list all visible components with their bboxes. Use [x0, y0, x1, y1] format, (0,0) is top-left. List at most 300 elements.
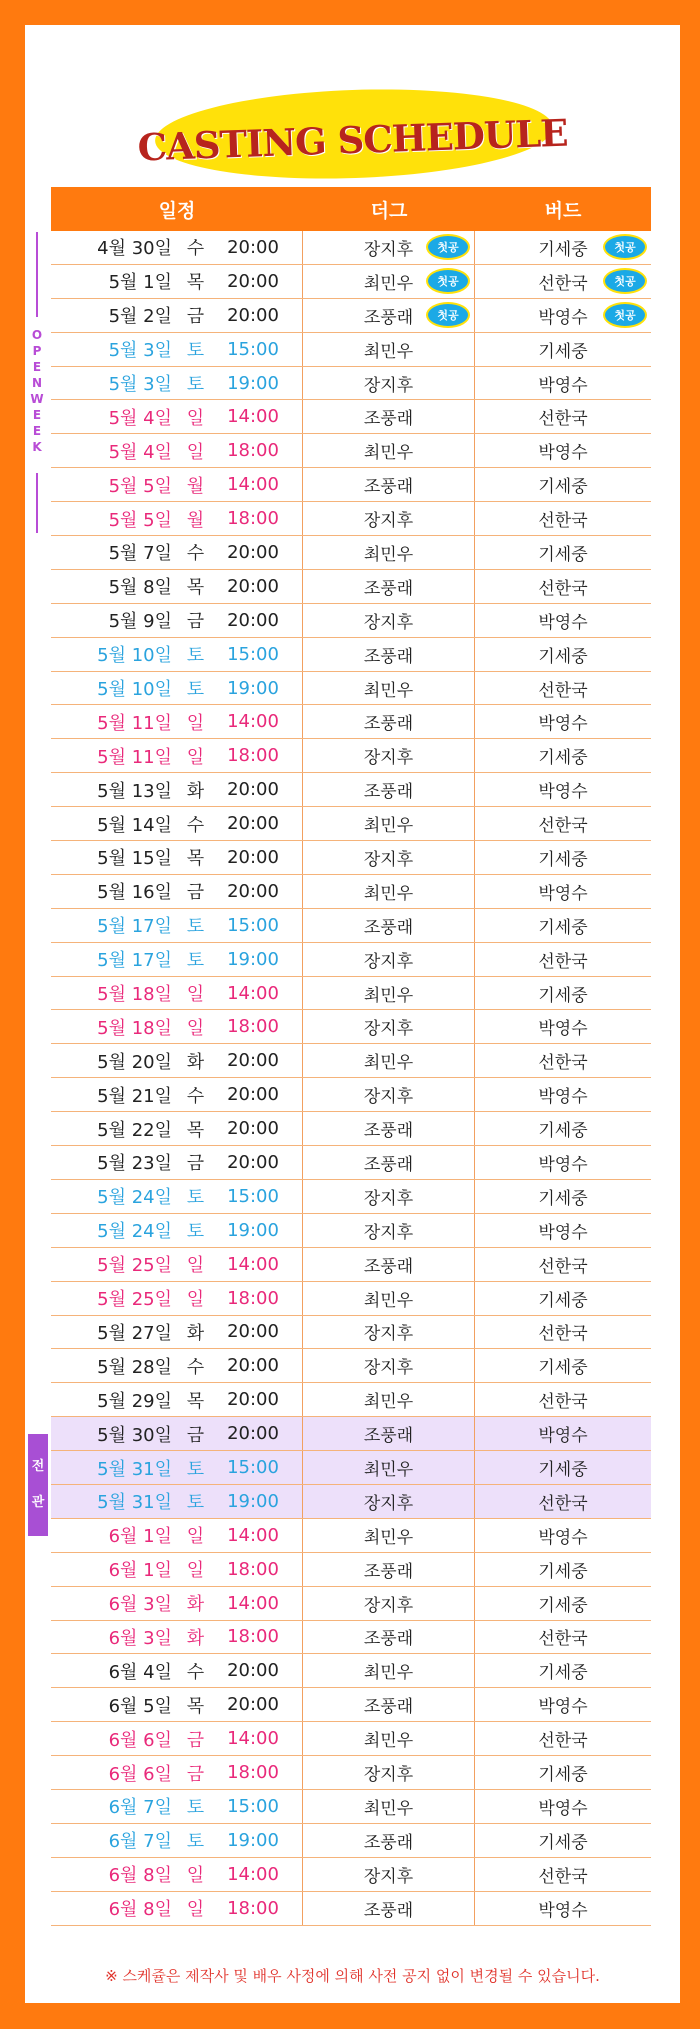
row-time: 20:00 — [227, 575, 279, 597]
bird-cell — [475, 1316, 651, 1349]
bird-actor-name: 기세중 — [538, 1663, 588, 1684]
bird-cell — [475, 604, 651, 637]
bird-cell — [475, 1892, 651, 1925]
doug-actor-name: 최민우 — [363, 1053, 414, 1074]
table-row — [51, 1010, 651, 1044]
table-row — [51, 1112, 651, 1146]
bird-cell — [475, 1078, 651, 1111]
row-date: 5월 1일 — [108, 272, 172, 294]
row-time: 20:00 — [227, 609, 279, 631]
row-date: 5월 10일 — [97, 679, 172, 701]
bird-cell — [475, 672, 651, 705]
row-day: 화 — [186, 1051, 205, 1073]
row-date: 5월 25일 — [97, 1289, 172, 1311]
table-row — [51, 1621, 651, 1655]
table-row — [51, 638, 651, 672]
row-date: 5월 20일 — [97, 1051, 172, 1073]
bird-cell — [475, 1553, 651, 1586]
table-row — [51, 909, 651, 943]
doug-actor-name: 최민우 — [363, 1527, 414, 1548]
openweek-letter: N — [31, 376, 43, 390]
row-day: 일 — [186, 1255, 205, 1277]
date-cell — [51, 909, 303, 942]
row-day: 수 — [186, 543, 205, 565]
doug-cell — [303, 536, 475, 569]
doug-actor-name: 최민우 — [363, 883, 414, 904]
bird-cell — [475, 1180, 651, 1213]
row-day: 토 — [186, 1831, 205, 1853]
openweek-letter: O — [31, 328, 43, 342]
date-cell — [51, 1112, 303, 1145]
openweek-letter: E — [32, 424, 42, 438]
row-time: 18:00 — [227, 745, 279, 767]
row-time: 19:00 — [227, 1219, 279, 1241]
bird-cell — [475, 1587, 651, 1620]
row-day: 일 — [186, 712, 205, 734]
doug-cell — [303, 265, 475, 298]
table-row — [51, 400, 651, 434]
row-date: 5월 28일 — [97, 1356, 172, 1378]
row-date: 5월 15일 — [97, 848, 172, 870]
doug-actor-name: 최민우 — [363, 1290, 414, 1311]
row-day: 금 — [186, 1424, 205, 1446]
bird-actor-name: 기세중 — [538, 1188, 588, 1209]
bird-cell — [475, 1248, 651, 1281]
table-row — [51, 1858, 651, 1892]
bird-cell — [475, 1722, 651, 1755]
date-cell — [51, 536, 303, 569]
row-date: 5월 30일 — [97, 1424, 172, 1446]
bird-cell — [475, 1417, 651, 1450]
doug-cell — [303, 1451, 475, 1484]
table-row — [51, 1688, 651, 1722]
doug-cell — [303, 1688, 475, 1721]
table-row — [51, 231, 651, 265]
row-day: 토 — [186, 1187, 205, 1209]
doug-cell — [303, 1010, 475, 1043]
table-row — [51, 1451, 651, 1485]
date-cell — [51, 468, 303, 501]
bird-actor-name: 박영수 — [538, 1154, 588, 1175]
row-date: 5월 3일 — [108, 340, 172, 362]
row-date: 5월 8일 — [108, 577, 172, 599]
date-cell — [51, 1316, 303, 1349]
bird-actor-name: 박영수 — [538, 307, 588, 328]
row-time: 15:00 — [227, 643, 279, 665]
doug-actor-name: 최민우 — [363, 985, 414, 1006]
bird-cell — [475, 1654, 651, 1687]
bird-cell — [475, 909, 651, 942]
openweek-label — [27, 327, 47, 455]
date-cell — [51, 333, 303, 366]
doug-actor-name: 조풍래 — [363, 1561, 414, 1582]
table-row — [51, 1383, 651, 1417]
bird-actor-name: 기세중 — [538, 477, 588, 498]
doug-cell — [303, 1824, 475, 1857]
table-row — [51, 1417, 651, 1451]
doug-actor-name: 조풍래 — [363, 307, 414, 328]
doug-cell — [303, 468, 475, 501]
row-day: 일 — [186, 1560, 205, 1582]
bird-cell — [475, 1383, 651, 1416]
bird-actor-name: 선한국 — [538, 1324, 588, 1345]
date-cell — [51, 1519, 303, 1552]
doug-cell — [303, 367, 475, 400]
bird-cell — [475, 977, 651, 1010]
bird-cell — [475, 1349, 651, 1382]
date-cell — [51, 1078, 303, 1111]
row-time: 18:00 — [227, 1897, 279, 1919]
bird-actor-name: 선한국 — [538, 273, 588, 294]
row-day: 토 — [186, 1221, 205, 1243]
first-show-badge: 첫공 — [603, 234, 647, 260]
date-cell — [51, 1553, 303, 1586]
table-row — [51, 1214, 651, 1248]
row-day: 수 — [186, 1356, 205, 1378]
row-time: 19:00 — [227, 1490, 279, 1512]
table-row — [51, 807, 651, 841]
date-cell — [51, 367, 303, 400]
header-doug: 더그 — [370, 199, 408, 222]
row-date: 5월 21일 — [97, 1085, 172, 1107]
last-week-letter: 관 — [31, 1495, 45, 1510]
row-date: 5월 18일 — [97, 984, 172, 1006]
bird-cell — [475, 1790, 651, 1823]
doug-cell — [303, 943, 475, 976]
row-date: 6월 1일 — [108, 1526, 172, 1548]
row-time: 20:00 — [227, 270, 279, 292]
row-time: 18:00 — [227, 1558, 279, 1580]
bird-cell — [475, 536, 651, 569]
date-cell — [51, 1824, 303, 1857]
row-date: 6월 6일 — [108, 1729, 172, 1751]
row-date: 5월 22일 — [97, 1119, 172, 1141]
row-time: 20:00 — [227, 1389, 279, 1411]
doug-cell — [303, 1044, 475, 1077]
row-day: 목 — [186, 1119, 205, 1141]
row-time: 18:00 — [227, 1762, 279, 1784]
row-date: 5월 11일 — [97, 746, 172, 768]
date-cell — [51, 739, 303, 772]
table-row — [51, 1722, 651, 1756]
date-cell — [51, 1722, 303, 1755]
date-cell — [51, 807, 303, 840]
row-day: 화 — [186, 1594, 205, 1616]
bird-actor-name: 기세중 — [538, 646, 588, 667]
row-date: 5월 5일 — [108, 509, 172, 531]
doug-actor-name: 조풍래 — [363, 646, 414, 667]
table-row — [51, 1790, 651, 1824]
openweek-letter: E — [32, 360, 42, 374]
bird-actor-name: 선한국 — [538, 1731, 588, 1752]
bird-actor-name: 기세중 — [538, 1460, 588, 1480]
row-time: 19:00 — [227, 1829, 279, 1851]
row-date: 4월 30일 — [97, 238, 172, 260]
row-day: 목 — [186, 1695, 205, 1717]
table-row — [51, 1146, 651, 1180]
date-cell — [51, 705, 303, 738]
row-day: 화 — [186, 1627, 205, 1649]
doug-cell — [303, 1349, 475, 1382]
bird-cell — [475, 739, 651, 772]
date-cell — [51, 231, 303, 264]
date-cell — [51, 502, 303, 535]
date-cell — [51, 1214, 303, 1247]
table-row — [51, 1078, 651, 1112]
table-row — [51, 299, 651, 333]
bird-actor-name: 박영수 — [538, 1019, 588, 1040]
bird-actor-name: 선한국 — [538, 951, 588, 972]
bird-actor-name: 기세중 — [538, 1595, 588, 1616]
row-time: 20:00 — [227, 1084, 279, 1106]
row-day: 일 — [186, 1865, 205, 1887]
table-row — [51, 1519, 651, 1553]
row-time: 18:00 — [227, 440, 279, 462]
doug-actor-name: 조풍래 — [363, 714, 414, 735]
doug-cell — [303, 1078, 475, 1111]
row-date: 6월 6일 — [108, 1763, 172, 1785]
bird-actor-name: 기세중 — [538, 985, 588, 1006]
row-day: 월 — [186, 475, 205, 497]
schedule-sheet — [25, 25, 680, 2003]
doug-cell — [303, 1112, 475, 1145]
table-row — [51, 1316, 651, 1350]
doug-cell — [303, 604, 475, 637]
bird-cell — [475, 1621, 651, 1654]
row-day: 토 — [186, 916, 205, 938]
bird-actor-name: 기세중 — [538, 544, 588, 565]
bird-actor-name: 박영수 — [538, 1900, 588, 1921]
row-date: 5월 17일 — [97, 950, 172, 972]
first-show-badge: 첫공 — [426, 234, 470, 260]
row-time: 20:00 — [227, 1355, 279, 1377]
row-time: 20:00 — [227, 813, 279, 835]
table-row — [51, 434, 651, 468]
doug-cell — [303, 1892, 475, 1925]
doug-cell — [303, 909, 475, 942]
date-cell — [51, 1044, 303, 1077]
row-date: 5월 31일 — [97, 1458, 172, 1480]
row-day: 금 — [186, 1763, 205, 1785]
bird-actor-name: 기세중 — [538, 239, 588, 260]
bird-actor-name: 기세중 — [538, 1358, 588, 1379]
table-row — [51, 265, 651, 299]
page-title: CASTING SCHEDULE — [136, 110, 569, 170]
table-row — [51, 943, 651, 977]
row-date: 6월 3일 — [108, 1627, 172, 1649]
bird-actor-name: 기세중 — [538, 1121, 588, 1142]
doug-actor-name: 조풍래 — [363, 1832, 414, 1853]
date-cell — [51, 299, 303, 332]
doug-actor-name: 조풍래 — [363, 782, 414, 803]
row-time: 14:00 — [227, 1592, 279, 1614]
bird-actor-name: 기세중 — [538, 748, 588, 769]
date-cell — [51, 604, 303, 637]
table-row — [51, 773, 651, 807]
bird-actor-name: 기세중 — [538, 1832, 588, 1853]
table-row — [51, 1349, 651, 1383]
date-cell — [51, 672, 303, 705]
doug-actor-name: 최민우 — [363, 680, 414, 701]
doug-cell — [303, 231, 475, 264]
bird-cell — [475, 570, 651, 603]
doug-actor-name: 장지후 — [363, 1358, 414, 1379]
doug-cell — [303, 1282, 475, 1315]
row-day: 목 — [186, 272, 205, 294]
date-cell — [51, 638, 303, 671]
row-day: 수 — [186, 238, 205, 260]
doug-actor-name: 최민우 — [363, 341, 414, 362]
last-week-letter: 전 — [31, 1459, 45, 1474]
bird-actor-name: 박영수 — [538, 1527, 588, 1548]
bird-actor-name: 선한국 — [538, 680, 588, 701]
row-date: 5월 9일 — [108, 611, 172, 633]
date-cell — [51, 943, 303, 976]
doug-actor-name: 최민우 — [363, 443, 414, 464]
row-date: 5월 18일 — [97, 1017, 172, 1039]
row-date: 5월 11일 — [97, 712, 172, 734]
first-show-badge: 첫공 — [603, 302, 647, 328]
bird-cell — [475, 299, 651, 332]
doug-cell — [303, 807, 475, 840]
row-time: 20:00 — [227, 1151, 279, 1173]
doug-cell — [303, 977, 475, 1010]
bird-actor-name: 선한국 — [538, 1053, 588, 1074]
row-day: 목 — [186, 577, 205, 599]
row-time: 14:00 — [227, 474, 279, 496]
row-date: 5월 7일 — [108, 543, 172, 565]
doug-actor-name: 조풍래 — [363, 1256, 414, 1277]
doug-cell — [303, 502, 475, 535]
row-time: 18:00 — [227, 508, 279, 530]
row-day: 일 — [186, 441, 205, 463]
bird-cell — [475, 1146, 651, 1179]
table-row — [51, 1824, 651, 1858]
row-date: 5월 31일 — [97, 1492, 172, 1514]
doug-actor-name: 조풍래 — [363, 1697, 414, 1718]
bird-cell — [475, 434, 651, 467]
row-day: 수 — [186, 1085, 205, 1107]
doug-cell — [303, 638, 475, 671]
doug-actor-name: 최민우 — [363, 1460, 414, 1480]
doug-actor-name: 조풍래 — [363, 1426, 414, 1447]
doug-actor-name: 장지후 — [363, 1324, 414, 1345]
doug-cell — [303, 299, 475, 332]
table-row — [51, 1044, 651, 1078]
row-day: 수 — [186, 1661, 205, 1683]
row-day: 토 — [186, 1458, 205, 1480]
doug-actor-name: 장지후 — [363, 511, 414, 532]
table-row — [51, 1248, 651, 1282]
bird-cell — [475, 1688, 651, 1721]
bird-cell — [475, 1519, 651, 1552]
bird-actor-name: 선한국 — [538, 816, 588, 837]
row-date: 5월 4일 — [108, 441, 172, 463]
row-time: 20:00 — [227, 541, 279, 563]
doug-cell — [303, 1587, 475, 1620]
row-date: 5월 27일 — [97, 1322, 172, 1344]
doug-cell — [303, 1383, 475, 1416]
row-time: 18:00 — [227, 1287, 279, 1309]
doug-actor-name: 장지후 — [363, 612, 414, 633]
row-date: 6월 8일 — [108, 1899, 172, 1921]
bird-cell — [475, 1824, 651, 1857]
bird-actor-name: 박영수 — [538, 782, 588, 803]
table-row — [51, 468, 651, 502]
bird-cell — [475, 773, 651, 806]
bird-cell — [475, 400, 651, 433]
bird-cell — [475, 1282, 651, 1315]
row-day: 목 — [186, 1390, 205, 1412]
bird-cell — [475, 333, 651, 366]
table-row — [51, 333, 651, 367]
header-date: 일정 — [158, 199, 196, 222]
bird-cell — [475, 807, 651, 840]
bird-actor-name: 기세중 — [538, 1765, 588, 1786]
bird-actor-name: 선한국 — [538, 511, 588, 532]
doug-cell — [303, 875, 475, 908]
table-row — [51, 739, 651, 773]
row-day: 수 — [186, 814, 205, 836]
date-cell — [51, 1790, 303, 1823]
row-day: 금 — [186, 1729, 205, 1751]
bird-cell — [475, 1044, 651, 1077]
row-day: 일 — [186, 984, 205, 1006]
doug-cell — [303, 705, 475, 738]
row-date: 5월 23일 — [97, 1153, 172, 1175]
doug-cell — [303, 1621, 475, 1654]
openweek-letter: W — [30, 392, 44, 406]
doug-actor-name: 장지후 — [363, 1493, 414, 1514]
row-day: 일 — [186, 1289, 205, 1311]
table-row — [51, 367, 651, 401]
table-row — [51, 1180, 651, 1214]
date-cell — [51, 1180, 303, 1213]
date-cell — [51, 977, 303, 1010]
row-day: 월 — [186, 509, 205, 531]
bird-actor-name: 박영수 — [538, 714, 588, 735]
date-cell — [51, 875, 303, 908]
doug-actor-name: 조풍래 — [363, 917, 414, 938]
openweek-letter: K — [32, 440, 42, 454]
bird-actor-name: 기세중 — [538, 849, 588, 870]
row-day: 일 — [186, 1526, 205, 1548]
doug-cell — [303, 739, 475, 772]
row-day: 토 — [186, 679, 205, 701]
openweek-line-top — [36, 232, 38, 317]
doug-actor-name: 최민우 — [363, 273, 414, 294]
bird-cell — [475, 502, 651, 535]
table-row — [51, 875, 651, 909]
doug-actor-name: 장지후 — [363, 1765, 414, 1786]
row-time: 15:00 — [227, 338, 279, 360]
row-time: 15:00 — [227, 1457, 279, 1478]
date-cell — [51, 434, 303, 467]
bird-actor-name: 선한국 — [538, 409, 588, 430]
doug-actor-name: 장지후 — [363, 1866, 414, 1887]
table-row — [51, 1485, 651, 1519]
row-date: 6월 3일 — [108, 1594, 172, 1616]
bird-cell — [475, 265, 651, 298]
date-cell — [51, 1349, 303, 1382]
date-cell — [51, 400, 303, 433]
bird-cell — [475, 1214, 651, 1247]
row-time: 18:00 — [227, 1626, 279, 1648]
row-time: 19:00 — [227, 948, 279, 970]
row-time: 14:00 — [227, 982, 279, 1004]
title-block — [25, 80, 680, 190]
bird-actor-name: 선한국 — [538, 578, 588, 599]
